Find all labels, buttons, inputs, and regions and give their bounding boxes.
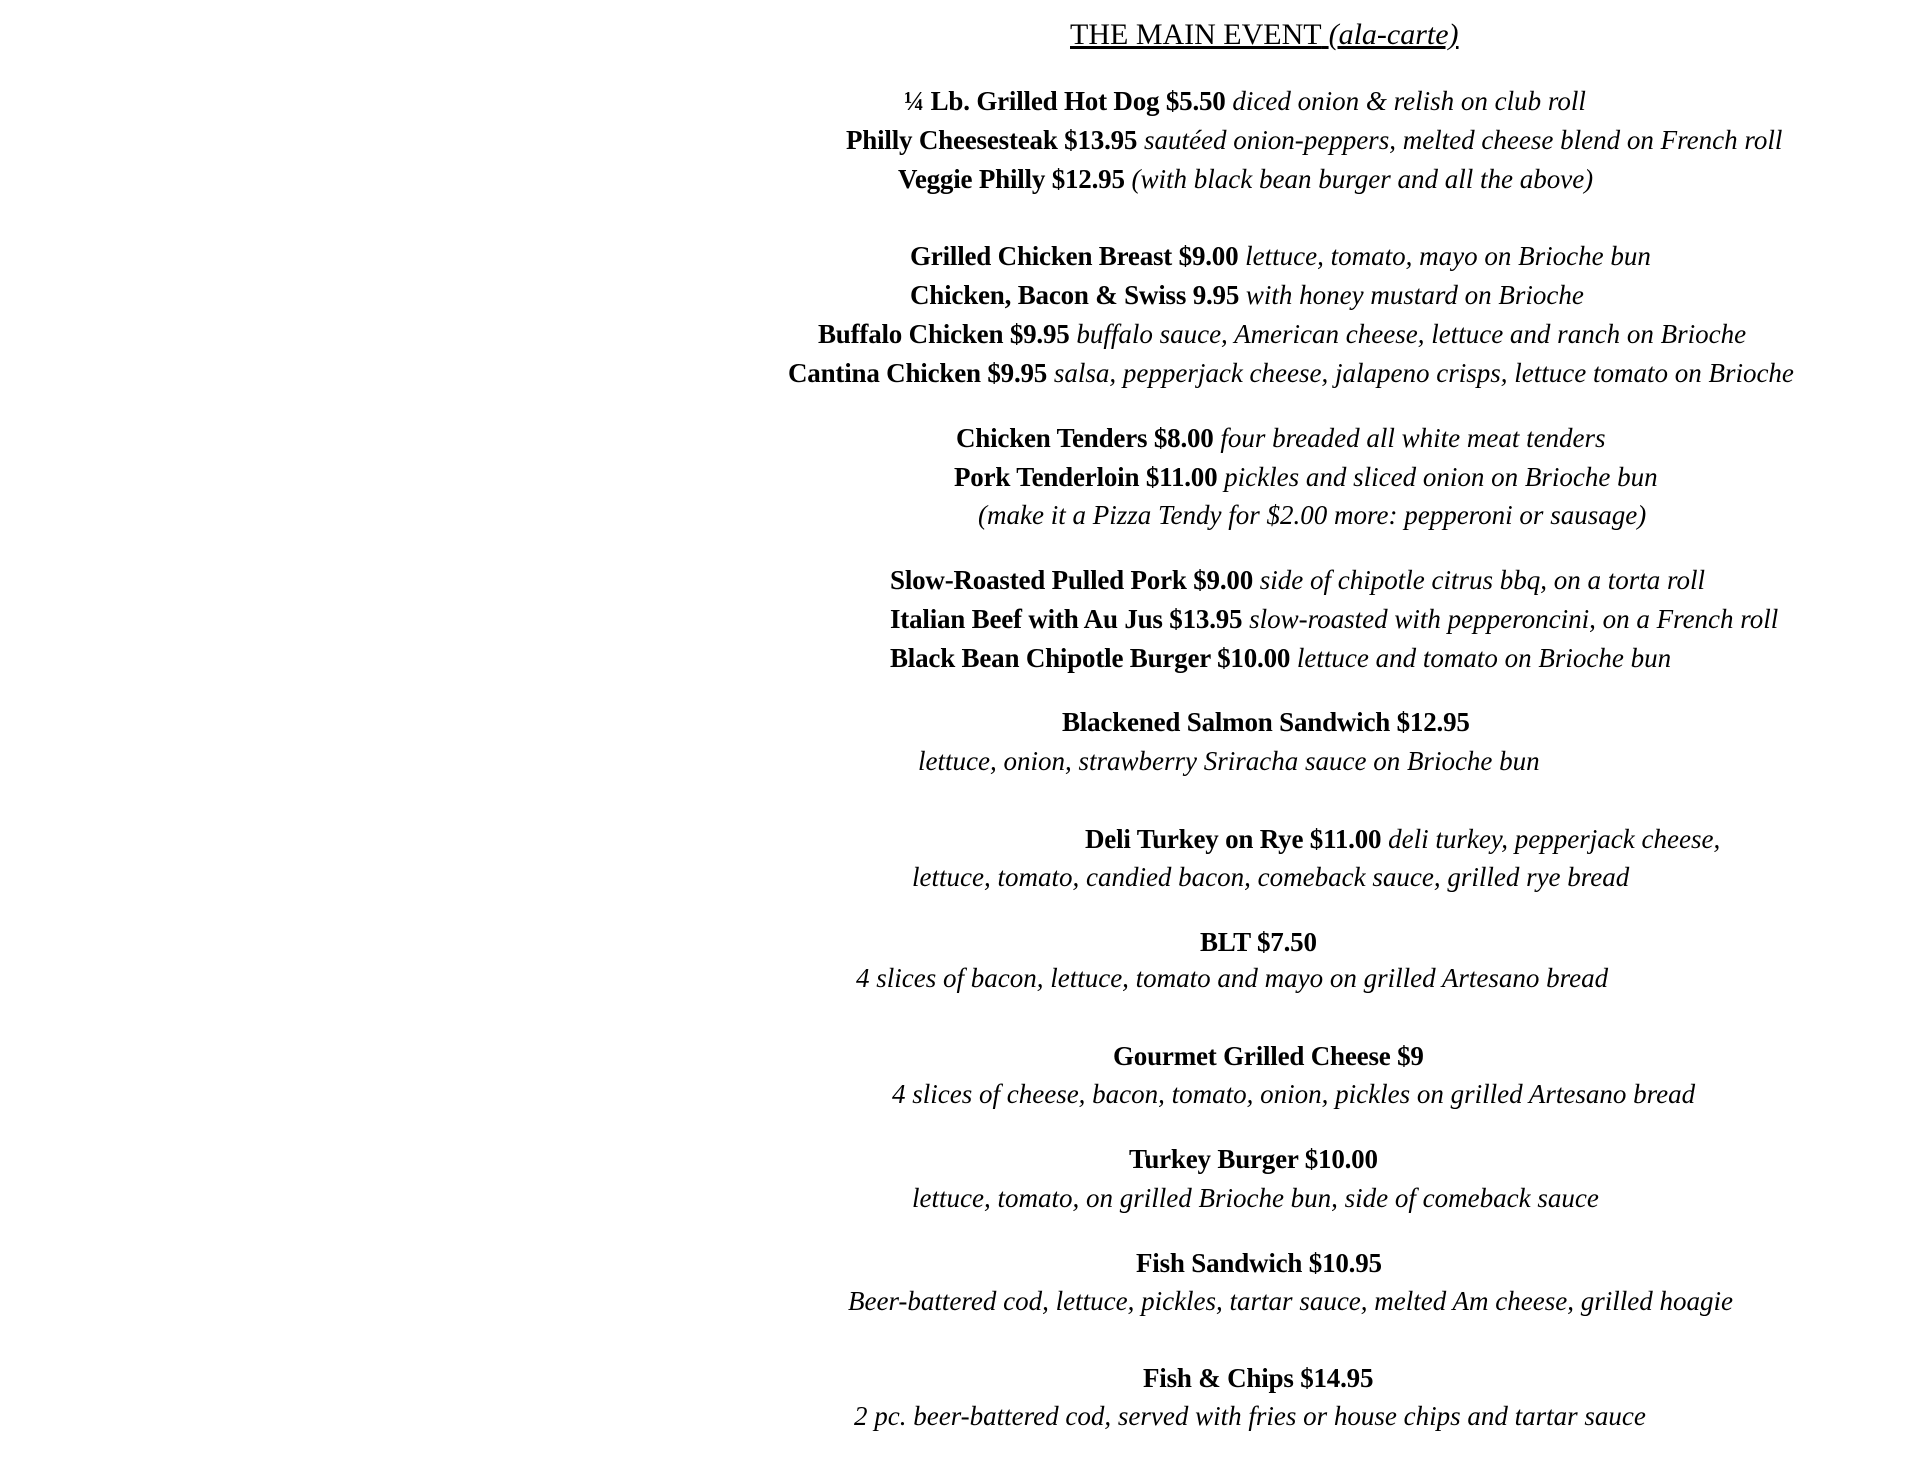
menu-title [1070,18,1459,52]
item-name: ¼ Lb. Grilled Hot Dog $5.50 [904,86,1226,116]
item-name: Chicken Tenders $8.00 [956,423,1214,453]
item-name: Pork Tenderloin $11.00 [954,462,1218,492]
item-name: Italian Beef with Au Jus $13.95 [890,604,1243,634]
menu-item-description [918,744,1540,778]
item-description: lettuce, onion, strawberry Sriracha sauce on Brioche bun [918,746,1540,776]
item-name: Fish & Chips $14.95 [1143,1363,1374,1393]
menu-item [818,317,1746,351]
item-description: deli turkey, pepperjack cheese, [1388,824,1721,854]
item-name: Black Bean Chipotle Burger $10.00 [890,643,1291,673]
menu-item [1113,1039,1424,1073]
menu-item-description [854,1399,1646,1433]
item-name: Slow-Roasted Pulled Pork $9.00 [890,565,1254,595]
item-name: Turkey Burger $10.00 [1129,1144,1378,1174]
item-name: Blackened Salmon Sandwich $12.95 [1062,707,1470,737]
item-description: Beer-battered cod, lettuce, pickles, tartar sauce, melted Am cheese, grilled hoagie [848,1286,1733,1316]
menu-item-description [856,961,1608,995]
item-name: Gourmet Grilled Cheese $9 [1113,1041,1424,1071]
menu-item-description [892,1077,1695,1111]
item-name: Philly Cheesesteak $13.95 [846,125,1138,155]
item-description: slow-roasted with pepperoncini, on a French roll [1249,604,1779,634]
menu-item [954,460,1658,494]
item-name: BLT $7.50 [1200,927,1317,957]
menu-item [1200,925,1317,959]
menu-item-description [912,860,1629,894]
menu-item [904,84,1586,118]
menu-item [1143,1361,1373,1395]
item-description: 2 pc. beer-battered cod, served with fries or house chips and tartar sauce [854,1401,1646,1431]
item-description: sautéed onion-peppers, melted cheese blend on French roll [1144,125,1783,155]
menu-title-sub: (ala-carte) [1328,18,1459,51]
item-name: Buffalo Chicken $9.95 [818,319,1070,349]
item-description: lettuce, tomato, mayo on Brioche bun [1245,241,1651,271]
item-name: Cantina Chicken $9.95 [788,358,1048,388]
menu-item [890,563,1705,597]
menu-item [1129,1142,1378,1176]
menu-item-description [912,1181,1599,1215]
item-description: lettuce, tomato, candied bacon, comeback sauce, grilled rye bread [912,862,1630,892]
item-description: salsa, pepperjack cheese, jalapeno crisps, lettuce tomato on Brioche [1053,358,1794,388]
menu-item [1085,822,1720,856]
item-description: 4 slices of bacon, lettuce, tomato and mayo on grilled Artesano bread [856,963,1609,993]
item-name: Chicken, Bacon & Swiss 9.95 [910,280,1240,310]
item-description: (with black bean burger and all the above) [1131,164,1594,194]
item-description: lettuce and tomato on Brioche bun [1296,643,1672,673]
menu-item-description [848,1284,1733,1318]
menu-item [890,641,1671,675]
menu-item [1136,1246,1382,1280]
menu-item [1062,705,1470,739]
item-description: (make it a Pizza Tendy for $2.00 more: pepperoni or sausage) [978,500,1647,530]
item-description: pickles and sliced onion on Brioche bun [1224,462,1658,492]
item-description: lettuce, tomato, on grilled Brioche bun, side of comeback sauce [912,1183,1599,1213]
menu-item [910,239,1651,273]
item-description: diced onion & relish on club roll [1232,86,1586,116]
menu-item [890,602,1778,636]
menu-item [788,356,1794,390]
item-name: Veggie Philly $12.95 [898,164,1125,194]
menu-title-main: THE MAIN EVENT [1070,18,1322,51]
menu-item [846,123,1782,157]
item-description: four breaded all white meat tenders [1220,423,1606,453]
menu-item [910,278,1584,312]
menu-item [898,162,1593,196]
item-description: 4 slices of cheese, bacon, tomato, onion, pickles on grilled Artesano bread [892,1079,1696,1109]
item-description: buffalo sauce, American cheese, lettuce and ranch on Brioche [1076,319,1747,349]
item-name: Deli Turkey on Rye $11.00 [1085,824,1382,854]
item-description: with honey mustard on Brioche [1245,280,1584,310]
menu-item-note [978,498,1646,532]
item-name: Grilled Chicken Breast $9.00 [910,241,1239,271]
item-name: Fish Sandwich $10.95 [1136,1248,1382,1278]
menu-item [956,421,1606,455]
item-description: side of chipotle citrus bbq, on a torta roll [1259,565,1706,595]
